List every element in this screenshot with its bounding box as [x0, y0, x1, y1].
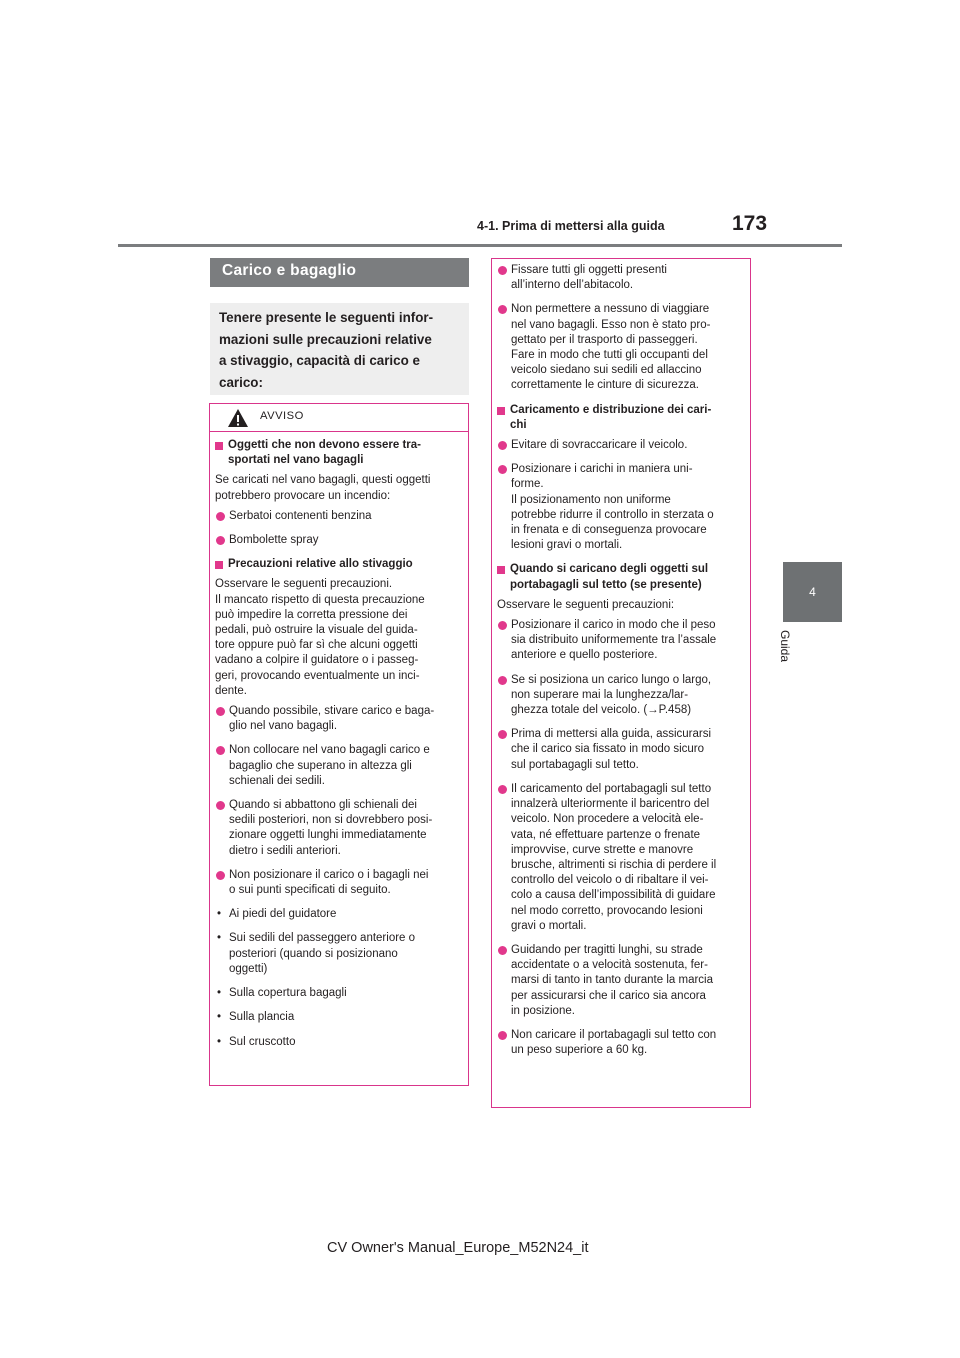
- text-line: chi: [510, 418, 527, 431]
- text-line: Non permettere a nessuno di viaggiare: [511, 303, 710, 316]
- footer-text: CV Owner's Manual_Europe_M52N24_it: [327, 1240, 589, 1256]
- text-line: Sulla copertura bagagli: [229, 987, 347, 1000]
- text-line: Non posizionare il carico o i bagagli nei: [229, 868, 429, 881]
- bullet-item: [497, 618, 743, 664]
- text-line: nel vano bagagli. Esso non è stato pro-: [511, 318, 711, 331]
- text-line: glio nel vano bagagli.: [229, 720, 338, 733]
- text-line: portabagagli sul tetto (se presente): [510, 578, 702, 591]
- text-line: un peso superiore a 60 kg.: [511, 1044, 648, 1057]
- text-line: Guidando per tragitti lunghi, su strade: [511, 943, 703, 956]
- text-line: Ai piedi del guidatore: [229, 908, 337, 921]
- text-line: Caricamento e distribuzione dei cari-: [510, 403, 712, 416]
- text-line: sportati nel vano bagagli: [228, 454, 364, 467]
- text-line: Il posizionamento non uniforme: [511, 493, 671, 506]
- text-line: lesioni gravi o mortali.: [511, 539, 623, 552]
- text-line: Osservare le seguenti precauzioni:: [497, 598, 675, 611]
- text-line: improvvise, curve strette e manovre: [511, 843, 694, 856]
- bullet-item: [497, 673, 743, 719]
- text-line: accidentate o a velocità sostenuta, fer-: [511, 959, 708, 972]
- chapter-number: 4: [809, 585, 816, 599]
- subheading: [215, 438, 461, 468]
- chapter-tab: [783, 562, 842, 622]
- text-line: Fissare tutti gli oggetti presenti: [511, 264, 667, 276]
- text-line: gravi o mortali.: [511, 919, 587, 932]
- section-header: 4-1. Prima di mettersi alla guida: [477, 219, 665, 233]
- text-line: Evitare di sovraccaricare il veicolo.: [511, 439, 688, 452]
- text-line: veicolo. Non procedere a velocità ele-: [511, 813, 704, 826]
- text-line: Il caricamento del portabagagli sul tetto: [511, 782, 712, 795]
- text-line: in frenata e di conseguenza provocare: [511, 524, 707, 537]
- list-item: [215, 1010, 461, 1025]
- text-line: Prima di mettersi alla guida, assicurarsi: [511, 728, 712, 741]
- paragraph: [215, 577, 461, 699]
- bullet-item: [215, 798, 461, 859]
- chapter-label: [778, 630, 808, 690]
- text-line: potrebbero provocare un incendio:: [215, 489, 391, 502]
- text-line: Non collocare nel vano bagagli carico e: [229, 744, 430, 757]
- page-title: Carico e bagaglio: [210, 258, 469, 287]
- text-line: Tenere presente le seguenti infor-: [219, 310, 434, 325]
- text-line: Il mancato rispetto di questa precauzione: [215, 593, 425, 606]
- bullet-item: [215, 704, 461, 734]
- text-line: Non caricare il portabagagli sul tetto con: [511, 1028, 717, 1041]
- text-line: Se caricati nel vano bagagli, questi oggetti: [215, 474, 431, 487]
- list-item: [215, 986, 461, 1001]
- chapter-label-text: Guida: [778, 630, 792, 663]
- text-line: nel modo corretto, provocando lesioni: [511, 904, 703, 917]
- text-line: carico:: [219, 374, 263, 390]
- text-line: potrebbe ridurre il controllo in sterzata o: [511, 508, 714, 521]
- warning-box-left: [209, 403, 469, 1086]
- header-rule: [118, 244, 842, 247]
- paragraph: [497, 598, 743, 613]
- text-line: Posizionare il carico in modo che il peso: [511, 619, 716, 632]
- warning-box-right: [491, 258, 751, 1108]
- paragraph: [215, 473, 461, 503]
- text-line: sia distribuito uniformemente tra l’assale: [511, 634, 717, 647]
- text-line: per assicurarsi che il carico sia ancora: [511, 989, 706, 1002]
- warning-content-right: [497, 263, 743, 1067]
- list-item: [215, 907, 461, 922]
- text-line: può impedire la corretta pressione dei: [215, 608, 408, 621]
- text-line: innalzerà ulteriormente il baricentro del: [511, 798, 710, 811]
- text-line: sul portabagagli sul tetto.: [511, 758, 639, 771]
- text-line: dente.: [215, 684, 247, 697]
- text-line: Oggetti che non devono essere tra-: [228, 439, 421, 451]
- text-line: Precauzioni relative allo stivaggio: [228, 558, 413, 571]
- text-line: schienali dei sedili.: [229, 774, 325, 787]
- text-line: Sul cruscotto: [229, 1035, 296, 1048]
- text-line: Bombolette spray: [229, 534, 319, 547]
- bullet-item: [497, 782, 743, 934]
- text-line: forme.: [511, 478, 544, 491]
- text-line: geri, provocando eventualmente un inci-: [215, 669, 420, 682]
- bullet-item: [497, 462, 743, 553]
- text-line: veicolo siedano sui sedili ed allaccino: [511, 364, 702, 377]
- warning-header: [210, 404, 468, 432]
- text-line: Se si posiziona un carico lungo o largo,: [511, 673, 712, 686]
- text-line: Quando si caricano degli oggetti sul: [510, 563, 709, 576]
- text-line: mazioni sulle precauzioni relative: [219, 331, 432, 347]
- text-line: Serbatoi contenenti benzina: [229, 509, 372, 522]
- text-line: colo a causa dell’impossibilità di guidare: [511, 889, 716, 902]
- text-line: marsi di tanto in tanto durante la marcia: [511, 974, 713, 987]
- subheading: [497, 562, 743, 592]
- bullet-item: [497, 438, 743, 453]
- bullet-item: [497, 943, 743, 1019]
- text-line: pedali, può ostruire la visuale del guida-: [215, 624, 418, 637]
- list-item: [215, 1035, 461, 1050]
- bullet-item: [497, 302, 743, 393]
- bullet-item: [497, 1028, 743, 1058]
- subheading: [215, 557, 461, 572]
- bullet-item: [215, 743, 461, 789]
- bullet-item: [497, 263, 743, 293]
- bullet-item: [215, 533, 461, 548]
- text-line: vadano a colpire il guidatore o i passeg-: [215, 654, 419, 667]
- bullet-item: [215, 868, 461, 898]
- text-line: vata, né effettuare partenze o frenate: [511, 828, 701, 841]
- text-line: tore oppure può far sì che alcuni oggetti: [215, 639, 418, 652]
- warning-label: AVVISO: [260, 410, 304, 422]
- text-line: Osservare le seguenti precauzioni.: [215, 578, 393, 591]
- text-line: Sulla plancia: [229, 1011, 295, 1024]
- text-line: posteriori (quando si posizionano: [229, 947, 398, 960]
- text-line: a stivaggio, capacità di carico e: [219, 353, 420, 368]
- text-line: controllo del veicolo o di ribaltare il vei-: [511, 874, 709, 887]
- text-line: dietro i sedili anteriori.: [229, 844, 341, 857]
- text-line: Posizionare i carichi in maniera uni-: [511, 463, 693, 476]
- text-line: Quando possibile, stivare carico e baga-: [229, 705, 435, 718]
- text-line: oggetti): [229, 962, 268, 975]
- text-line: brusche, altrimenti si rischia di perdere il: [511, 858, 717, 871]
- bullet-item: [215, 509, 461, 524]
- text-line: ghezza totale del veicolo. (→P.458): [511, 704, 692, 717]
- subheading: [497, 403, 743, 433]
- text-line: sedili posteriori, non si dovrebbero posi-: [229, 814, 433, 827]
- text-line: correttamente le cinture di sicurezza.: [511, 379, 699, 392]
- text-line: Quando si abbattono gli schienali dei: [229, 799, 417, 812]
- text-line: anteriore e quello posteriore.: [511, 649, 658, 662]
- intro-box: [210, 303, 469, 395]
- bullet-item: [497, 727, 743, 773]
- warning-content-left: [215, 438, 461, 1059]
- text-line: non superare mai la lunghezza/lar-: [511, 688, 689, 701]
- text-line: Fare in modo che tutti gli occupanti del: [511, 349, 708, 362]
- list-item: [215, 931, 461, 977]
- text-line: che il carico sia fissato in modo sicuro: [511, 743, 705, 756]
- text-line: gettato per il trasporto di passeggeri.: [511, 333, 698, 346]
- text-line: all’interno dell’abitacolo.: [511, 279, 634, 292]
- text-line: bagaglio che superano in altezza gli: [229, 759, 412, 772]
- warning-triangle-icon: [227, 408, 249, 428]
- text-line: Sui sedili del passeggero anteriore o: [229, 932, 416, 945]
- text-line: zionare oggetti lunghi immediatamente: [229, 829, 427, 842]
- text-line: in posizione.: [511, 1004, 575, 1017]
- page-number: 173: [732, 212, 768, 235]
- text-line: o sui punti specificati di seguito.: [229, 884, 391, 897]
